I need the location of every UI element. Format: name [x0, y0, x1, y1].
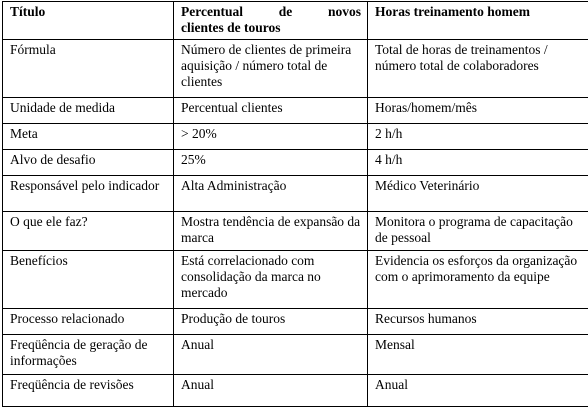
row-value-new-clients: Mostra tendência de expansão da marca: [174, 212, 368, 251]
row-label: Benefícios: [3, 251, 174, 309]
table-row-unit: [3, 98, 588, 124]
table-row-responsible: [3, 176, 588, 212]
table-header-row: [3, 2, 588, 40]
row-value-training-hours: Médico Veterinário: [368, 176, 588, 212]
table-row-what-it-does: [3, 212, 588, 251]
table-row-challenge: [3, 150, 588, 176]
header-new-clients-line2: clientes de touros: [181, 20, 281, 35]
header-new-clients-line1: Percentual de novos: [181, 4, 361, 19]
table-row-review-frequency: [3, 375, 588, 407]
row-label: Processo relacionado: [3, 309, 174, 335]
row-value-new-clients: 25%: [174, 150, 368, 176]
row-value-new-clients: Número de clientes de primeira aquisição / número total de clientes: [174, 40, 368, 98]
row-value-training-hours: Evidencia os esforços da organização com o aprimoramento da equipe: [368, 251, 588, 309]
row-value-training-hours: Horas/homem/mês: [368, 98, 588, 124]
table-row-benefits: [3, 251, 588, 309]
row-value-training-hours: 2 h/h: [368, 124, 588, 150]
row-label: Responsável pelo indicador: [3, 176, 174, 212]
row-value-training-hours: Total de horas de treinamentos / número total de colaboradores: [368, 40, 588, 98]
table-row-formula: [3, 40, 588, 98]
row-value-training-hours: Recursos humanos: [368, 309, 588, 335]
row-label: Fórmula: [3, 40, 174, 98]
row-value-training-hours: 4 h/h: [368, 150, 588, 176]
row-value-training-hours: Anual: [368, 375, 588, 407]
table-row-target: [3, 124, 588, 150]
row-label: Freqüência de geração de informações: [3, 335, 174, 375]
row-value-new-clients: Alta Administração: [174, 176, 368, 212]
table-row-process: [3, 309, 588, 335]
table-row-generation-frequency: [3, 335, 588, 375]
row-value-training-hours: Mensal: [368, 335, 588, 375]
row-value-new-clients: > 20%: [174, 124, 368, 150]
row-value-training-hours: Monitora o programa de capacitação de pessoal: [368, 212, 588, 251]
header-cell-title: Título: [3, 2, 174, 40]
row-label: Alvo de desafio: [3, 150, 174, 176]
row-label: Freqüência de revisões: [3, 375, 174, 407]
row-value-new-clients: Está correlacionado com consolidação da marca no mercado: [174, 251, 368, 309]
header-cell-new-clients: [174, 2, 368, 40]
row-value-new-clients: Percentual clientes: [174, 98, 368, 124]
row-value-new-clients: Anual: [174, 335, 368, 375]
row-value-new-clients: Anual: [174, 375, 368, 407]
header-cell-training-hours: Horas treinamento homem: [368, 2, 588, 40]
indicator-table: [2, 1, 588, 407]
row-value-new-clients: Produção de touros: [174, 309, 368, 335]
row-label: Meta: [3, 124, 174, 150]
row-label: Unidade de medida: [3, 98, 174, 124]
row-label: O que ele faz?: [3, 212, 174, 251]
